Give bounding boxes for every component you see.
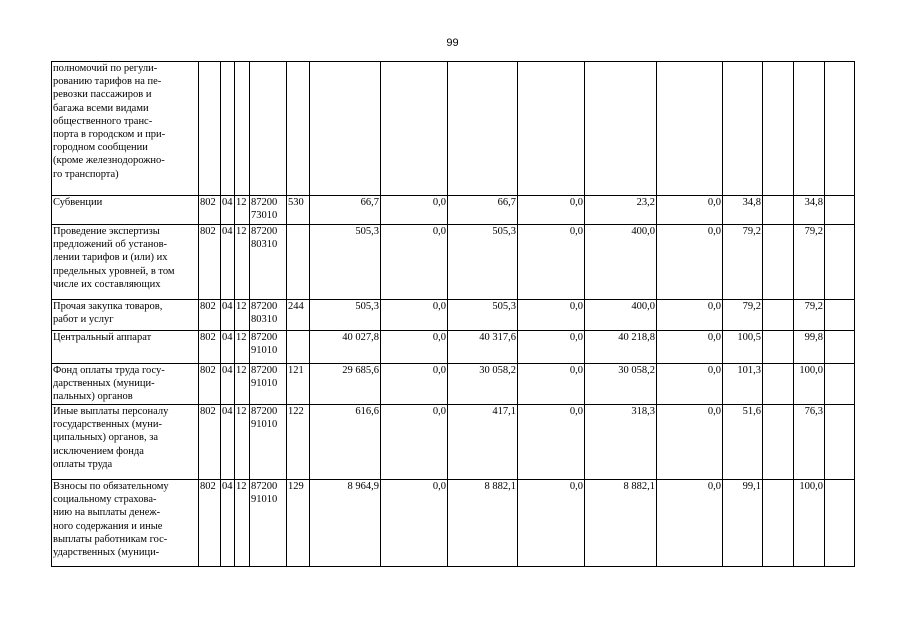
cell-section-code: 04: [221, 480, 235, 567]
cell-value: 318,3: [585, 405, 657, 480]
cell-value: 0,0: [657, 480, 723, 567]
cell-section-code: 04: [221, 225, 235, 300]
cell-percent: [763, 480, 794, 567]
cell-percent: 34,8: [723, 196, 763, 225]
cell-value: 0,0: [381, 196, 448, 225]
cell-percent: [794, 62, 825, 196]
cell-value: 30 058,2: [448, 364, 518, 405]
cell-percent: 100,0: [794, 364, 825, 405]
cell-percent: [763, 225, 794, 300]
cell-name: Субвенции: [52, 196, 199, 225]
cell-value: 616,6: [310, 405, 381, 480]
cell-expense-type: 121: [287, 364, 310, 405]
table-row: [52, 225, 855, 300]
cell-section-code: [221, 62, 235, 196]
cell-section-code: 04: [221, 300, 235, 331]
cell-subsection-code: 12: [235, 405, 250, 480]
cell-subsection-code: 12: [235, 480, 250, 567]
table-row: [52, 480, 855, 567]
cell-expense-type: [287, 62, 310, 196]
page-number: 99: [446, 37, 459, 49]
cell-value: 0,0: [518, 331, 585, 364]
cell-subsection-code: 12: [235, 331, 250, 364]
cell-percent: [825, 331, 855, 364]
cell-value: [310, 62, 381, 196]
cell-value: 0,0: [518, 480, 585, 567]
cell-name: Проведение экспертизы предложений об установ- лении тарифов и (или) их предельных уровней, в том числе их составляющих: [52, 225, 199, 300]
cell-percent: 79,2: [723, 300, 763, 331]
cell-ministry-code: [199, 62, 221, 196]
cell-percent: [763, 300, 794, 331]
cell-percent: [825, 196, 855, 225]
table-row: [52, 405, 855, 480]
cell-value: 66,7: [310, 196, 381, 225]
cell-percent: 99,1: [723, 480, 763, 567]
cell-value: 505,3: [448, 225, 518, 300]
cell-percent: 51,6: [723, 405, 763, 480]
cell-value: 0,0: [657, 364, 723, 405]
cell-section-code: 04: [221, 364, 235, 405]
cell-name: Прочая закупка товаров, работ и услуг: [52, 300, 199, 331]
cell-section-code: 04: [221, 405, 235, 480]
cell-value: 0,0: [657, 225, 723, 300]
cell-value: 0,0: [381, 300, 448, 331]
cell-value: 0,0: [657, 300, 723, 331]
cell-value: 29 685,6: [310, 364, 381, 405]
cell-name: полномочий по регули- рованию тарифов на пе- ревозки пассажиров и багажа всеми видами общественного транс- порта в городском и при- городном сообщении (кроме железнодорожно- го транспорта): [52, 62, 199, 196]
cell-percent: 99,8: [794, 331, 825, 364]
cell-target-article: 87200 91010: [250, 480, 287, 567]
cell-value: 400,0: [585, 225, 657, 300]
cell-target-article: 87200 80310: [250, 225, 287, 300]
cell-value: 0,0: [381, 331, 448, 364]
cell-name: Взносы по обязательному социальному страхова- нию на выплаты денеж- ного содержания и иные выплаты работникам гос- ударственных (муници-: [52, 480, 199, 567]
cell-expense-type: [287, 331, 310, 364]
cell-percent: 79,2: [794, 225, 825, 300]
cell-percent: 79,2: [794, 300, 825, 331]
cell-value: 505,3: [310, 300, 381, 331]
budget-table: [51, 61, 855, 567]
cell-percent: 101,3: [723, 364, 763, 405]
cell-ministry-code: 802: [199, 364, 221, 405]
cell-ministry-code: 802: [199, 196, 221, 225]
cell-target-article: 87200 91010: [250, 331, 287, 364]
cell-value: 417,1: [448, 405, 518, 480]
cell-subsection-code: [235, 62, 250, 196]
cell-ministry-code: 802: [199, 225, 221, 300]
cell-percent: [763, 62, 794, 196]
cell-name: Иные выплаты персоналу государственных (муни- ципальных) органов, за исключением фонда оплаты труда: [52, 405, 199, 480]
cell-percent: [763, 364, 794, 405]
cell-percent: [763, 405, 794, 480]
cell-value: [585, 62, 657, 196]
cell-value: [518, 62, 585, 196]
cell-percent: [825, 405, 855, 480]
table-row: [52, 196, 855, 225]
cell-value: 40 027,8: [310, 331, 381, 364]
table-row: [52, 62, 855, 196]
cell-percent: [825, 225, 855, 300]
cell-percent: [723, 62, 763, 196]
cell-value: 40 317,6: [448, 331, 518, 364]
cell-percent: [825, 62, 855, 196]
cell-value: 8 882,1: [448, 480, 518, 567]
cell-percent: [763, 331, 794, 364]
cell-percent: [825, 364, 855, 405]
cell-ministry-code: 802: [199, 331, 221, 364]
cell-value: 0,0: [518, 300, 585, 331]
cell-percent: 100,0: [794, 480, 825, 567]
cell-value: 8 964,9: [310, 480, 381, 567]
cell-expense-type: 530: [287, 196, 310, 225]
cell-target-article: 87200 80310: [250, 300, 287, 331]
cell-percent: 79,2: [723, 225, 763, 300]
cell-value: 0,0: [381, 364, 448, 405]
cell-value: 0,0: [381, 480, 448, 567]
cell-name: Фонд оплаты труда госу- дарственных (муници- пальных) органов: [52, 364, 199, 405]
cell-subsection-code: 12: [235, 300, 250, 331]
table-row: [52, 331, 855, 364]
cell-section-code: 04: [221, 196, 235, 225]
cell-value: 0,0: [518, 225, 585, 300]
cell-percent: 34,8: [794, 196, 825, 225]
cell-target-article: 87200 91010: [250, 405, 287, 480]
cell-value: [381, 62, 448, 196]
cell-ministry-code: 802: [199, 405, 221, 480]
cell-value: 505,3: [448, 300, 518, 331]
cell-expense-type: 129: [287, 480, 310, 567]
cell-subsection-code: 12: [235, 196, 250, 225]
cell-value: 0,0: [657, 196, 723, 225]
cell-expense-type: 244: [287, 300, 310, 331]
cell-percent: [825, 300, 855, 331]
cell-value: 8 882,1: [585, 480, 657, 567]
table-row: [52, 364, 855, 405]
cell-name: Центральный аппарат: [52, 331, 199, 364]
cell-expense-type: 122: [287, 405, 310, 480]
cell-value: 0,0: [518, 196, 585, 225]
cell-subsection-code: 12: [235, 364, 250, 405]
cell-target-article: 87200 91010: [250, 364, 287, 405]
cell-value: 0,0: [518, 364, 585, 405]
cell-subsection-code: 12: [235, 225, 250, 300]
cell-expense-type: [287, 225, 310, 300]
cell-percent: 100,5: [723, 331, 763, 364]
cell-value: 23,2: [585, 196, 657, 225]
cell-value: 0,0: [381, 225, 448, 300]
cell-value: 0,0: [657, 405, 723, 480]
cell-value: 0,0: [381, 405, 448, 480]
cell-ministry-code: 802: [199, 300, 221, 331]
cell-value: 40 218,8: [585, 331, 657, 364]
cell-value: 66,7: [448, 196, 518, 225]
cell-value: [448, 62, 518, 196]
cell-value: [657, 62, 723, 196]
cell-target-article: [250, 62, 287, 196]
cell-value: 505,3: [310, 225, 381, 300]
cell-percent: [763, 196, 794, 225]
cell-ministry-code: 802: [199, 480, 221, 567]
table-row: [52, 300, 855, 331]
cell-section-code: 04: [221, 331, 235, 364]
cell-value: 0,0: [657, 331, 723, 364]
cell-percent: 76,3: [794, 405, 825, 480]
cell-value: 400,0: [585, 300, 657, 331]
cell-percent: [825, 480, 855, 567]
cell-value: 30 058,2: [585, 364, 657, 405]
cell-value: 0,0: [518, 405, 585, 480]
cell-target-article: 87200 73010: [250, 196, 287, 225]
